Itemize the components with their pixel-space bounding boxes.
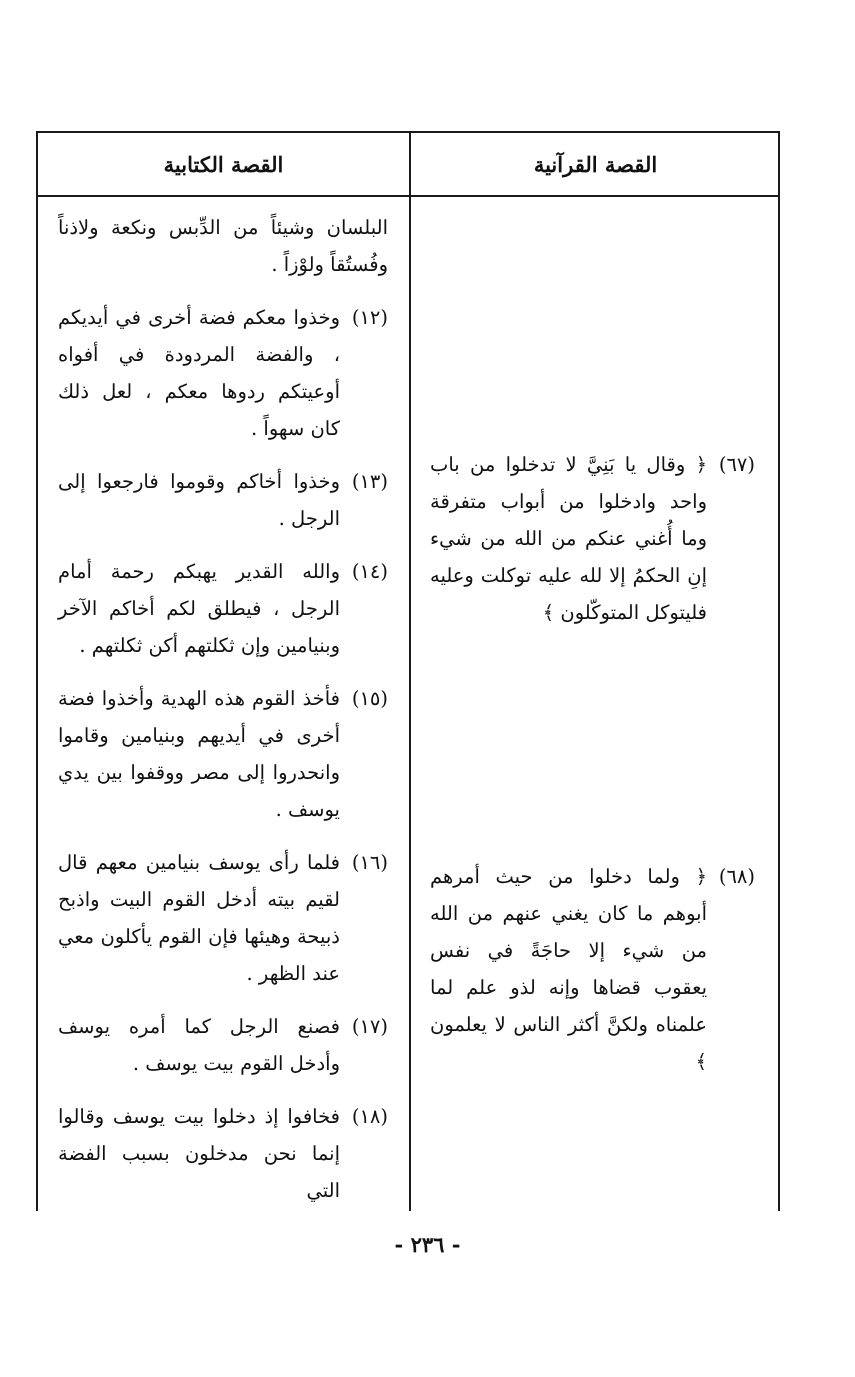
verse-entry — [58, 680, 388, 828]
column-divider — [409, 133, 411, 1211]
verse-entry — [58, 299, 388, 447]
biblical-column — [58, 197, 388, 1209]
verse-entry — [430, 446, 755, 631]
verse-text: ﴿ ولما دخلوا من حيث أمرهم أبوهم ما كان يغني عنهم من الله من شيء إلا حاجَةً في نفس يعقوب قضاها وإنه لذو علم لما علمناه ولكنَّ أكثر الناس لا يعلمون ﴾ — [430, 865, 707, 1073]
verse-entry — [58, 1098, 388, 1209]
continuation-text: البلسان وشيئاً من الدِّبس ونكعة ولاذناً وفُستُقاً ولوْزاً . — [58, 216, 388, 276]
page-number: - ٢٣٦ - — [394, 1232, 461, 1257]
verse-number: (١٢) — [351, 306, 388, 329]
verse-text: ﴿ وقال يا بَنِيَّ لا تدخلوا من باب واحد وادخلوا من أبواب متفرقة وما أُغني عنكم من الله من شيء إنِ الحكمُ إلا لله عليه توكلت وعليه فليتوكل المتوكّلون ﴾ — [430, 453, 707, 624]
verse-text: وخذوا أخاكم وقوموا فارجعوا إلى الرجل . — [58, 470, 340, 530]
header-biblical-story: القصة الكتابية — [163, 151, 284, 177]
verse-number: (٦٨) — [718, 865, 755, 888]
verse-number: (١٣) — [351, 470, 388, 493]
verse-text: فأخذ القوم هذه الهدية وأخذوا فضة أخرى في أيديهم وبنيامين وقاموا وانحدروا إلى مصر ووقفوا بين يدي يوسف . — [58, 687, 340, 821]
verse-text: وخذوا معكم فضة أخرى في أيديكم ، والفضة المردودة في أفواه أوعيتكم ردوها معكم ، لعل ذلك كان سهواً . — [58, 306, 340, 440]
quranic-column — [430, 197, 755, 1080]
verse-number: (٦٧) — [718, 453, 755, 476]
verse-entry — [58, 463, 388, 537]
table-header-row — [38, 133, 778, 197]
comparison-table — [36, 131, 780, 1211]
verse-entry — [58, 553, 388, 664]
verse-number: (١٦) — [351, 851, 388, 874]
verse-entry — [430, 858, 755, 1080]
verse-number: (١٥) — [351, 687, 388, 710]
verse-number: (١٤) — [351, 560, 388, 583]
verse-number: (١٧) — [351, 1015, 388, 1038]
verse-number: (١٨) — [351, 1105, 388, 1128]
verse-text: فصنع الرجل كما أمره يوسف وأدخل القوم بيت يوسف . — [58, 1015, 340, 1075]
verse-text: فخافوا إذ دخلوا بيت يوسف وقالوا إنما نحن مدخلون بسبب الفضة التي — [58, 1105, 340, 1202]
verse-entry — [58, 844, 388, 992]
verse-entry — [58, 1008, 388, 1082]
verse-text: والله القدير يهبكم رحمة أمام الرجل ، فيطلق لكم أخاكم الآخر وبنيامين وإن ثكلتهم أكن ثكلتهم . — [58, 560, 340, 657]
verse-text: فلما رأى يوسف بنيامين معهم قال لقيم بيته أدخل القوم البيت واذبح ذبيحة وهيئها فإن القوم يأكلون معي عند الظهر . — [58, 851, 340, 985]
header-quranic-story: القصة القرآنية — [533, 151, 658, 177]
